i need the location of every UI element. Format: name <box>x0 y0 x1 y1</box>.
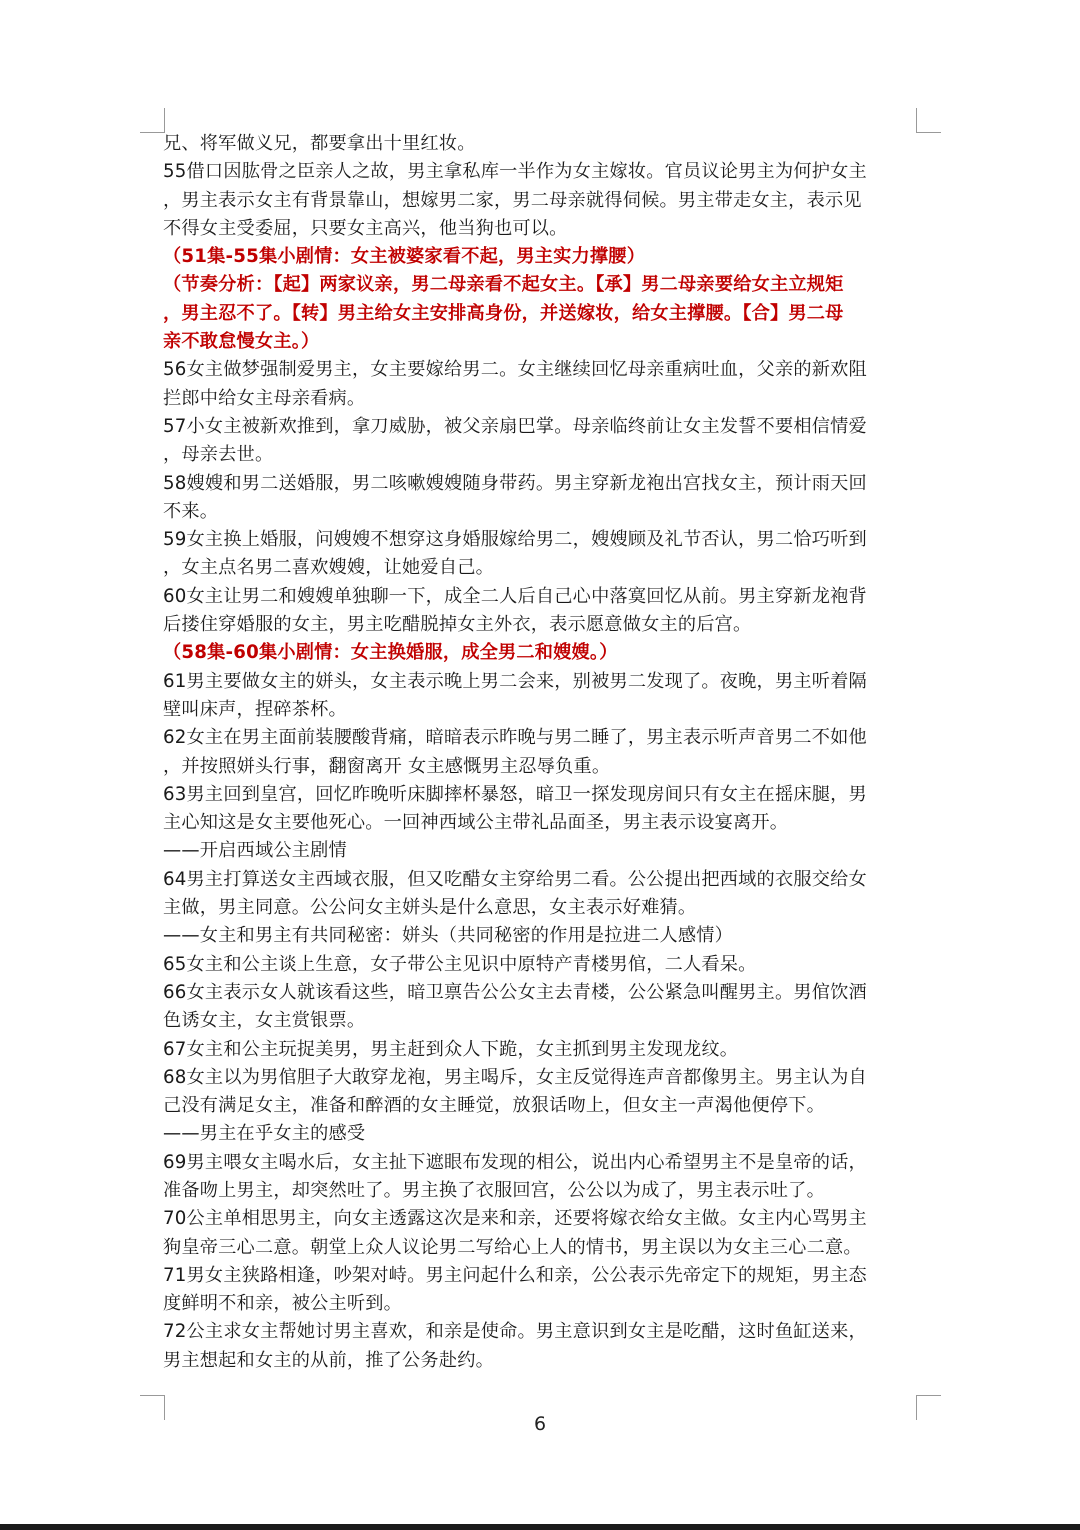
text-line: 后搂住穿婚服的女主，男主吃醋脱掉女主外衣，表示愿意做女主的后宫。 <box>163 614 752 636</box>
text-line: 59女主换上婚服，问嫂嫂不想穿这身婚服嫁给男二，嫂嫂顾及礼节否认，男二恰巧听到 <box>163 529 867 551</box>
text-line: 壁叫床声，捏碎茶杯。 <box>163 698 347 720</box>
text-line: 主心知这是女主要他死心。一回神西域公主带礼品面圣，男主表示设宴离开。 <box>163 812 789 834</box>
text-line: 色诱女主，女主赏银票。 <box>163 1010 366 1032</box>
text-line: ——女主和男主有共同秘密：姘头（共同秘密的作用是拉进二人感情） <box>163 925 734 947</box>
text-line: 63男主回到皇宫，回忆昨晚听床脚摔杯暴怒，暗卫一探发现房间只有女主在摇床腿，男 <box>163 783 867 805</box>
text-line: 69男主喂女主喝水后，女主扯下遮眼布发现的相公，说出内心希望男主不是皇帝的话， <box>163 1151 867 1173</box>
text-line: 72公主求女主帮她讨男主喜欢，和亲是使命。男主意识到女主是吃醋，这时鱼缸送来， <box>163 1321 867 1343</box>
text-line: 拦郎中给女主母亲看病。 <box>163 387 366 409</box>
text-line: 70公主单相思男主，向女主透露这次是来和亲，还要将嫁衣给女主做。女主内心骂男主 <box>163 1208 867 1230</box>
text-line: 准备吻上男主，却突然吐了。男主换了衣服回宫，公公以为成了，男主表示吐了。 <box>163 1179 825 1201</box>
text-line: 己没有满足女主，准备和醉酒的女主睡觉，放狠话吻上，但女主一声渴他便停下。 <box>163 1095 825 1117</box>
bottom-bar <box>0 1524 1080 1530</box>
text-line: 56女主做梦强制爱男主，女主要嫁给男二。女主继续回忆母亲重病吐血，父亲的新欢阻 <box>163 359 867 381</box>
text-line: 主做，男主同意。公公问女主姘头是什么意思，女主表示好难猜。 <box>163 897 697 919</box>
text-line: 60女主让男二和嫂嫂单独聊一下，成全二人后自己心中落寞回忆从前。男主穿新龙袍背 <box>163 585 867 607</box>
text-line: 度鲜明不和亲，被公主听到。 <box>163 1293 403 1315</box>
text-line: 67女主和公主玩捉美男，男主赶到众人下跪，女主抓到男主发现龙纹。 <box>163 1038 739 1060</box>
text-line: 71男女主狭路相逢，吵架对峙。男主问起什么和亲，公公表示先帝定下的规矩，男主态 <box>163 1264 867 1286</box>
text-line: 55借口因肱骨之臣亲人之故，男主拿私库一半作为女主嫁妆。官员议论男主为何护女主 <box>163 161 867 183</box>
text-line: ，并按照姘头行事，翻窗离开 女主感慨男主忍辱负重。 <box>163 755 611 777</box>
text-line: 61男主要做女主的姘头，女主表示晚上男二会来，别被男二发现了。夜晚，男主听着隔 <box>163 670 867 692</box>
highlight-line: （51集-55集小剧情：女主被婆家看不起，男主实力撑腰） <box>163 246 646 268</box>
crop-mark-top-left <box>140 108 165 133</box>
highlight-line: 亲不敢怠慢女主。） <box>163 331 320 353</box>
text-line: 兄、将军做义兄，都要拿出十里红妆。 <box>163 133 476 154</box>
text-line: 男主想起和女主的从前，推了公务赴约。 <box>163 1349 494 1371</box>
text-line: ，男主表示女主有背景靠山，想嫁男二家，男二母亲就得伺候。男主带走女主，表示见 <box>163 189 862 211</box>
text-line: ——男主在乎女主的感受 <box>163 1123 366 1145</box>
text-line: 58嫂嫂和男二送婚服，男二咳嗽嫂嫂随身带药。男主穿新龙袍出宫找女主，预计雨天回 <box>163 472 867 494</box>
text-line: 不得女主受委屈，只要女主高兴，他当狗也可以。 <box>163 217 568 239</box>
highlight-line: （58集-60集小剧情：女主换婚服，成全男二和嫂嫂。） <box>163 642 618 664</box>
text-line: 62女主在男主面前装腰酸背痛，暗暗表示昨晚与男二睡了，男主表示听声音男二不如他 <box>163 727 867 749</box>
text-line: 68女主以为男倌胆子大敢穿龙袍，男主喝斥，女主反觉得连声音都像男主。男主认为自 <box>163 1066 867 1088</box>
page-number: 6 <box>533 1413 547 1435</box>
text-line: 不来。 <box>163 500 219 522</box>
text-line: 狗皇帝三心二意。朝堂上众人议论男二写给心上人的情书，男主误以为女主三心二意。 <box>163 1236 862 1258</box>
text-line: 57小女主被新欢推到，拿刀威胁，被父亲扇巴掌。母亲临终前让女主发誓不要相信情爱 <box>163 415 867 437</box>
highlight-line: （节奏分析：【起】两家议亲，男二母亲看不起女主。【承】男二母亲要给女主立规矩 <box>163 274 844 296</box>
text-line: ，女主点名男二喜欢嫂嫂，让她爱自己。 <box>163 557 494 579</box>
text-line: 66女主表示女人就该看这些，暗卫禀告公公女主去青楼，公公紧急叫醒男主。男倌饮酒 <box>163 981 867 1003</box>
body-text <box>163 130 923 1375</box>
text-line: ——开启西域公主剧情 <box>163 840 347 862</box>
highlight-line: ，男主忍不了。【转】男主给女主安排高身份，并送嫁妆，给女主撑腰。【合】男二母 <box>163 302 844 324</box>
text-line: 64男主打算送女主西域衣服，但又吃醋女主穿给男二看。公公提出把西域的衣服交给女 <box>163 868 867 890</box>
text-line: 65女主和公主谈上生意，女子带公主见识中原特产青楼男倌，二人看呆。 <box>163 953 757 975</box>
text-line: ，母亲去世。 <box>163 444 274 466</box>
